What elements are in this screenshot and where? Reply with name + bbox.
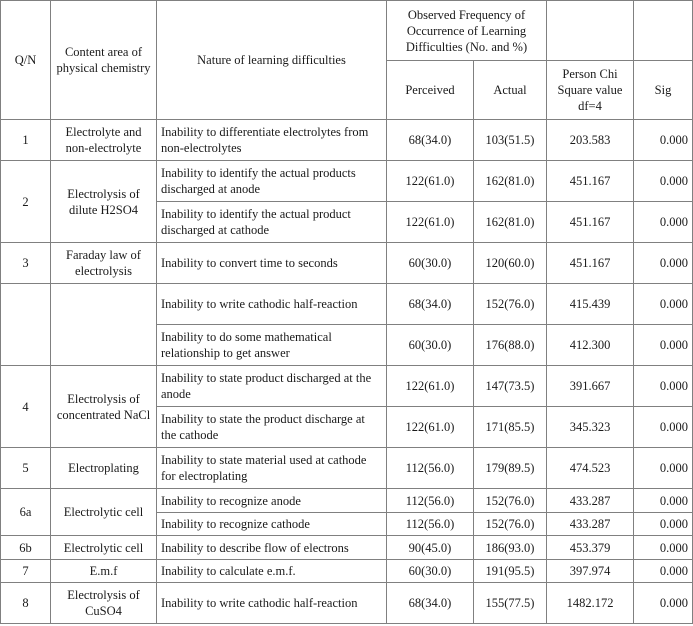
empty-qn-cell: [1, 284, 51, 366]
header-chi-square: Person Chi Square value df=4: [547, 61, 634, 120]
perceived-cell: 68(34.0): [387, 120, 474, 161]
chi-cell: 453.379: [547, 536, 634, 560]
qn-cell: 4: [1, 366, 51, 448]
chi-cell: 391.667: [547, 366, 634, 407]
sig-cell: 0.000: [634, 120, 693, 161]
perceived-cell: 60(30.0): [387, 325, 474, 366]
actual-cell: 191(95.5): [474, 560, 547, 583]
actual-cell: 162(81.0): [474, 161, 547, 202]
sig-cell: 0.000: [634, 325, 693, 366]
qn-cell: 6a: [1, 489, 51, 536]
perceived-cell: 60(30.0): [387, 243, 474, 284]
actual-cell: 152(76.0): [474, 513, 547, 536]
qn-cell: 3: [1, 243, 51, 284]
content-area-cell: Faraday law of electrolysis: [51, 243, 157, 284]
perceived-cell: 122(61.0): [387, 366, 474, 407]
nature-cell: Inability to state the product discharge at the cathode: [157, 407, 387, 448]
chi-cell: 203.583: [547, 120, 634, 161]
nature-cell: Inability to differentiate electrolytes from non-electrolytes: [157, 120, 387, 161]
table-row: [1, 489, 693, 513]
actual-cell: 162(81.0): [474, 202, 547, 243]
table-row: [1, 243, 693, 284]
content-area-cell: Electrolytic cell: [51, 489, 157, 536]
chi-cell: 415.439: [547, 284, 634, 325]
table-row: [1, 560, 693, 583]
sig-cell: 0.000: [634, 448, 693, 489]
qn-cell: 1: [1, 120, 51, 161]
sig-cell: 0.000: [634, 536, 693, 560]
perceived-cell: 122(61.0): [387, 407, 474, 448]
perceived-cell: 68(34.0): [387, 583, 474, 624]
actual-cell: 120(60.0): [474, 243, 547, 284]
sig-cell: 0.000: [634, 284, 693, 325]
empty-area-cell: [51, 284, 157, 366]
perceived-cell: 112(56.0): [387, 513, 474, 536]
actual-cell: 147(73.5): [474, 366, 547, 407]
nature-cell: Inability to write cathodic half-reaction: [157, 284, 387, 325]
sig-cell: 0.000: [634, 243, 693, 284]
actual-cell: 103(51.5): [474, 120, 547, 161]
qn-cell: 2: [1, 161, 51, 243]
perceived-cell: 122(61.0): [387, 202, 474, 243]
header-content-area: Content area of physical chemistry: [51, 1, 157, 120]
actual-cell: 171(85.5): [474, 407, 547, 448]
sig-cell: 0.000: [634, 583, 693, 624]
perceived-cell: 122(61.0): [387, 161, 474, 202]
header-sig: Sig: [634, 61, 693, 120]
chi-cell: 451.167: [547, 202, 634, 243]
content-area-cell: Electrolyte and non-electrolyte: [51, 120, 157, 161]
header-actual: Actual: [474, 61, 547, 120]
qn-cell: 6b: [1, 536, 51, 560]
actual-cell: 152(76.0): [474, 489, 547, 513]
content-area-cell: Electrolysis of concentrated NaCl: [51, 366, 157, 448]
qn-cell: 7: [1, 560, 51, 583]
chi-cell: 345.323: [547, 407, 634, 448]
perceived-cell: 112(56.0): [387, 489, 474, 513]
actual-cell: 152(76.0): [474, 284, 547, 325]
chi-cell: 433.287: [547, 513, 634, 536]
nature-cell: Inability to recognize cathode: [157, 513, 387, 536]
nature-cell: Inability to describe flow of electrons: [157, 536, 387, 560]
perceived-cell: 60(30.0): [387, 560, 474, 583]
content-area-cell: Electrolytic cell: [51, 536, 157, 560]
actual-cell: 176(88.0): [474, 325, 547, 366]
nature-cell: Inability to write cathodic half-reaction: [157, 583, 387, 624]
sig-cell: 0.000: [634, 560, 693, 583]
chi-cell: 412.300: [547, 325, 634, 366]
header-perceived: Perceived: [387, 61, 474, 120]
table-row: [1, 284, 693, 325]
nature-cell: Inability to calculate e.m.f.: [157, 560, 387, 583]
actual-cell: 186(93.0): [474, 536, 547, 560]
nature-cell: Inability to do some mathematical relationship to get answer: [157, 325, 387, 366]
chi-cell: 1482.172: [547, 583, 634, 624]
sig-cell: 0.000: [634, 407, 693, 448]
nature-cell: Inability to state material used at cathode for electroplating: [157, 448, 387, 489]
sig-cell: 0.000: [634, 489, 693, 513]
table-row: [1, 366, 693, 407]
nature-cell: Inability to state product discharged at the anode: [157, 366, 387, 407]
nature-cell: Inability to convert time to seconds: [157, 243, 387, 284]
sig-cell: 0.000: [634, 513, 693, 536]
chi-cell: 397.974: [547, 560, 634, 583]
nature-cell: Inability to identify the actual products discharged at anode: [157, 161, 387, 202]
content-area-cell: Electroplating: [51, 448, 157, 489]
table-row: [1, 583, 693, 624]
chi-cell: 451.167: [547, 243, 634, 284]
sig-cell: 0.000: [634, 161, 693, 202]
chi-cell: 451.167: [547, 161, 634, 202]
perceived-cell: 68(34.0): [387, 284, 474, 325]
perceived-cell: 112(56.0): [387, 448, 474, 489]
header-observed: Observed Frequency of Occurrence of Learning Difficulties (No. and %): [387, 1, 547, 61]
actual-cell: 155(77.5): [474, 583, 547, 624]
sig-cell: 0.000: [634, 366, 693, 407]
content-area-cell: Electrolysis of CuSO4: [51, 583, 157, 624]
qn-cell: 5: [1, 448, 51, 489]
actual-cell: 179(89.5): [474, 448, 547, 489]
chi-cell: 474.523: [547, 448, 634, 489]
nature-cell: Inability to identify the actual product discharged at cathode: [157, 202, 387, 243]
chi-cell: 433.287: [547, 489, 634, 513]
table-row: [1, 161, 693, 202]
header-nature: Nature of learning difficulties: [157, 1, 387, 120]
sig-cell: 0.000: [634, 202, 693, 243]
table-row: [1, 448, 693, 489]
table-row: [1, 536, 693, 560]
qn-cell: 8: [1, 583, 51, 624]
nature-cell: Inability to recognize anode: [157, 489, 387, 513]
table-row: [1, 120, 693, 161]
content-area-cell: E.m.f: [51, 560, 157, 583]
header-qn: Q/N: [1, 1, 51, 120]
content-area-cell: Electrolysis of dilute H2SO4: [51, 161, 157, 243]
perceived-cell: 90(45.0): [387, 536, 474, 560]
